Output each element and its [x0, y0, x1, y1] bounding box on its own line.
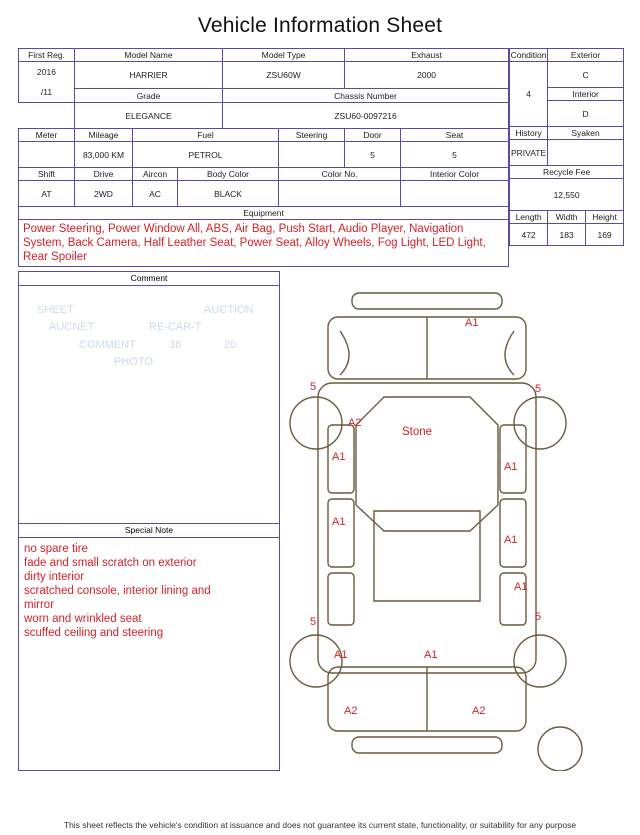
- value-mileage: 83,000 KM: [75, 142, 133, 168]
- label-chassis-number: Chassis Number: [223, 89, 509, 103]
- watermark-text: 20: [224, 339, 237, 351]
- label-interior-color: Interior Color: [401, 168, 509, 181]
- diagram-mark-left-front-door: A1: [332, 451, 346, 463]
- label-drive: Drive: [75, 168, 133, 181]
- watermark-text: PHOTO: [114, 356, 153, 368]
- label-model-type: Model Type: [223, 49, 345, 62]
- value-first-reg-month: /11: [40, 87, 53, 97]
- label-color-no: Color No.: [279, 168, 401, 181]
- special-note-body: [19, 538, 279, 644]
- value-steering: [279, 142, 345, 168]
- diagram-mark-rear-left-wheel: 5: [310, 616, 317, 628]
- diagram-mark-left-rear-corner: A1: [334, 649, 348, 661]
- label-aircon: Aircon: [133, 168, 178, 181]
- value-chassis-number: ZSU60-0097216: [223, 103, 509, 129]
- value-body-color: BLACK: [178, 181, 279, 207]
- value-height: 169: [586, 224, 624, 246]
- watermark-text: COMMENT: [79, 339, 136, 351]
- label-body-color: Body Color: [178, 168, 279, 181]
- value-interior-color: [401, 181, 509, 207]
- label-grade: Grade: [75, 89, 223, 103]
- special-note-line: mirror: [24, 599, 55, 611]
- value-length: 472: [510, 224, 548, 246]
- diagram-mark-front-left-wheel: 5: [310, 381, 317, 393]
- special-note-line: scratched console, interior lining and: [24, 585, 211, 597]
- comment-body: [19, 286, 279, 523]
- comment-heading: Comment: [19, 272, 279, 286]
- bottom-section: [18, 271, 622, 771]
- value-model-name: HARRIER: [75, 62, 223, 89]
- diagram-mark-rear-bumper-right: A2: [472, 705, 486, 717]
- diagram-mark-right-rear-door: A1: [504, 534, 518, 546]
- value-first-reg: [19, 62, 75, 103]
- condition-table: [509, 48, 624, 246]
- value-equipment: [19, 220, 509, 267]
- label-length: Length: [510, 211, 548, 224]
- label-height: Height: [586, 211, 624, 224]
- special-note-heading: Special Note: [19, 523, 279, 538]
- diagram-mark-roof-center: Stone: [402, 426, 433, 438]
- value-door: 5: [345, 142, 401, 168]
- value-shift: AT: [19, 181, 75, 207]
- top-section: [18, 48, 622, 267]
- label-model-name: Model Name: [75, 49, 223, 62]
- special-note-line: worn and wrinkled seat: [24, 613, 142, 625]
- label-history: History: [510, 127, 548, 140]
- value-exterior: C: [548, 62, 624, 88]
- vehicle-details-table: [18, 48, 509, 267]
- equipment-text: Power Steering, Power Window All, ABS, Air Bag, Push Start, Audio Player, Navigation System, Back Camera, Half Leather Seat, Power Seat, Alloy Wheels, Fog Light, LED Light, Rear Spoiler: [23, 223, 486, 263]
- value-meter: [19, 142, 75, 168]
- value-model-type: ZSU60W: [223, 62, 345, 89]
- special-note-line: no spare tire: [24, 543, 88, 555]
- label-exhaust: Exhaust: [345, 49, 509, 62]
- label-mileage: Mileage: [75, 129, 133, 142]
- sheet-body: [18, 48, 622, 771]
- label-seat: Seat: [401, 129, 509, 142]
- value-color-no: [279, 181, 401, 207]
- diagram-mark-rear-bumper-left: A2: [344, 705, 358, 717]
- diagram-mark-rear-panel: A1: [424, 649, 438, 661]
- watermark-text: RE-CAR-T: [149, 321, 202, 333]
- diagram-mark-right-rear-quarter: A1: [514, 581, 528, 593]
- label-interior: Interior: [548, 88, 624, 101]
- comment-panel: [18, 271, 280, 771]
- diagram-mark-left-front-door-upper: A2: [348, 417, 362, 429]
- special-note-line: fade and small scratch on exterior: [24, 557, 197, 569]
- label-recycle-fee: Recycle Fee: [510, 166, 624, 179]
- value-history: PRIVATE: [510, 140, 548, 166]
- value-condition: 4: [510, 62, 548, 127]
- diagram-mark-front-right-wheel: 5: [535, 383, 542, 395]
- footer-disclaimer: This sheet reflects the vehicle's condition at issuance and does not guarantee its current state, functionality, or suitability for any purpose: [63, 820, 577, 830]
- value-exhaust: 2000: [345, 62, 509, 89]
- value-recycle-fee: 12,550: [510, 179, 624, 211]
- watermark-text: 36: [169, 339, 182, 351]
- watermark-text: AUCTION: [204, 304, 254, 316]
- value-interior: D: [548, 101, 624, 127]
- value-grade: ELEGANCE: [75, 103, 223, 129]
- value-aircon: AC: [133, 181, 178, 207]
- label-condition: Condition: [510, 50, 547, 60]
- watermark-text: AUCNET: [49, 321, 95, 333]
- diagram-mark-left-rear-door: A1: [332, 516, 346, 528]
- value-syaken: [548, 140, 624, 166]
- watermark-text: SHEET: [37, 304, 74, 316]
- value-fuel: PETROL: [133, 142, 279, 168]
- label-steering: Steering: [279, 129, 345, 142]
- page-title: Vehicle Information Sheet: [197, 14, 443, 37]
- value-seat: 5: [401, 142, 509, 168]
- value-drive: 2WD: [75, 181, 133, 207]
- label-shift: Shift: [19, 168, 75, 181]
- label-equipment: Equipment: [19, 207, 509, 220]
- special-note-line: scuffed ceiling and steering: [24, 627, 164, 639]
- label-fuel: Fuel: [133, 129, 279, 142]
- label-exterior: Exterior: [548, 49, 624, 62]
- diagram-mark-top-right-roof: A1: [465, 317, 479, 329]
- label-first-reg: First Reg.: [19, 49, 75, 62]
- label-meter: Meter: [19, 129, 75, 142]
- watermark-left-1: [4, 165, 7, 177]
- value-width: 183: [548, 224, 586, 246]
- vehicle-damage-diagram: [280, 271, 618, 771]
- diagram-mark-rear-right-wheel: 5: [535, 611, 542, 623]
- value-first-reg-year: 2016: [37, 67, 56, 77]
- label-syaken: Syaken: [548, 127, 624, 140]
- diagram-mark-right-front-door: A1: [504, 461, 518, 473]
- label-door: Door: [345, 129, 401, 142]
- special-note-line: dirty interior: [24, 571, 85, 583]
- label-width: Width: [548, 211, 586, 224]
